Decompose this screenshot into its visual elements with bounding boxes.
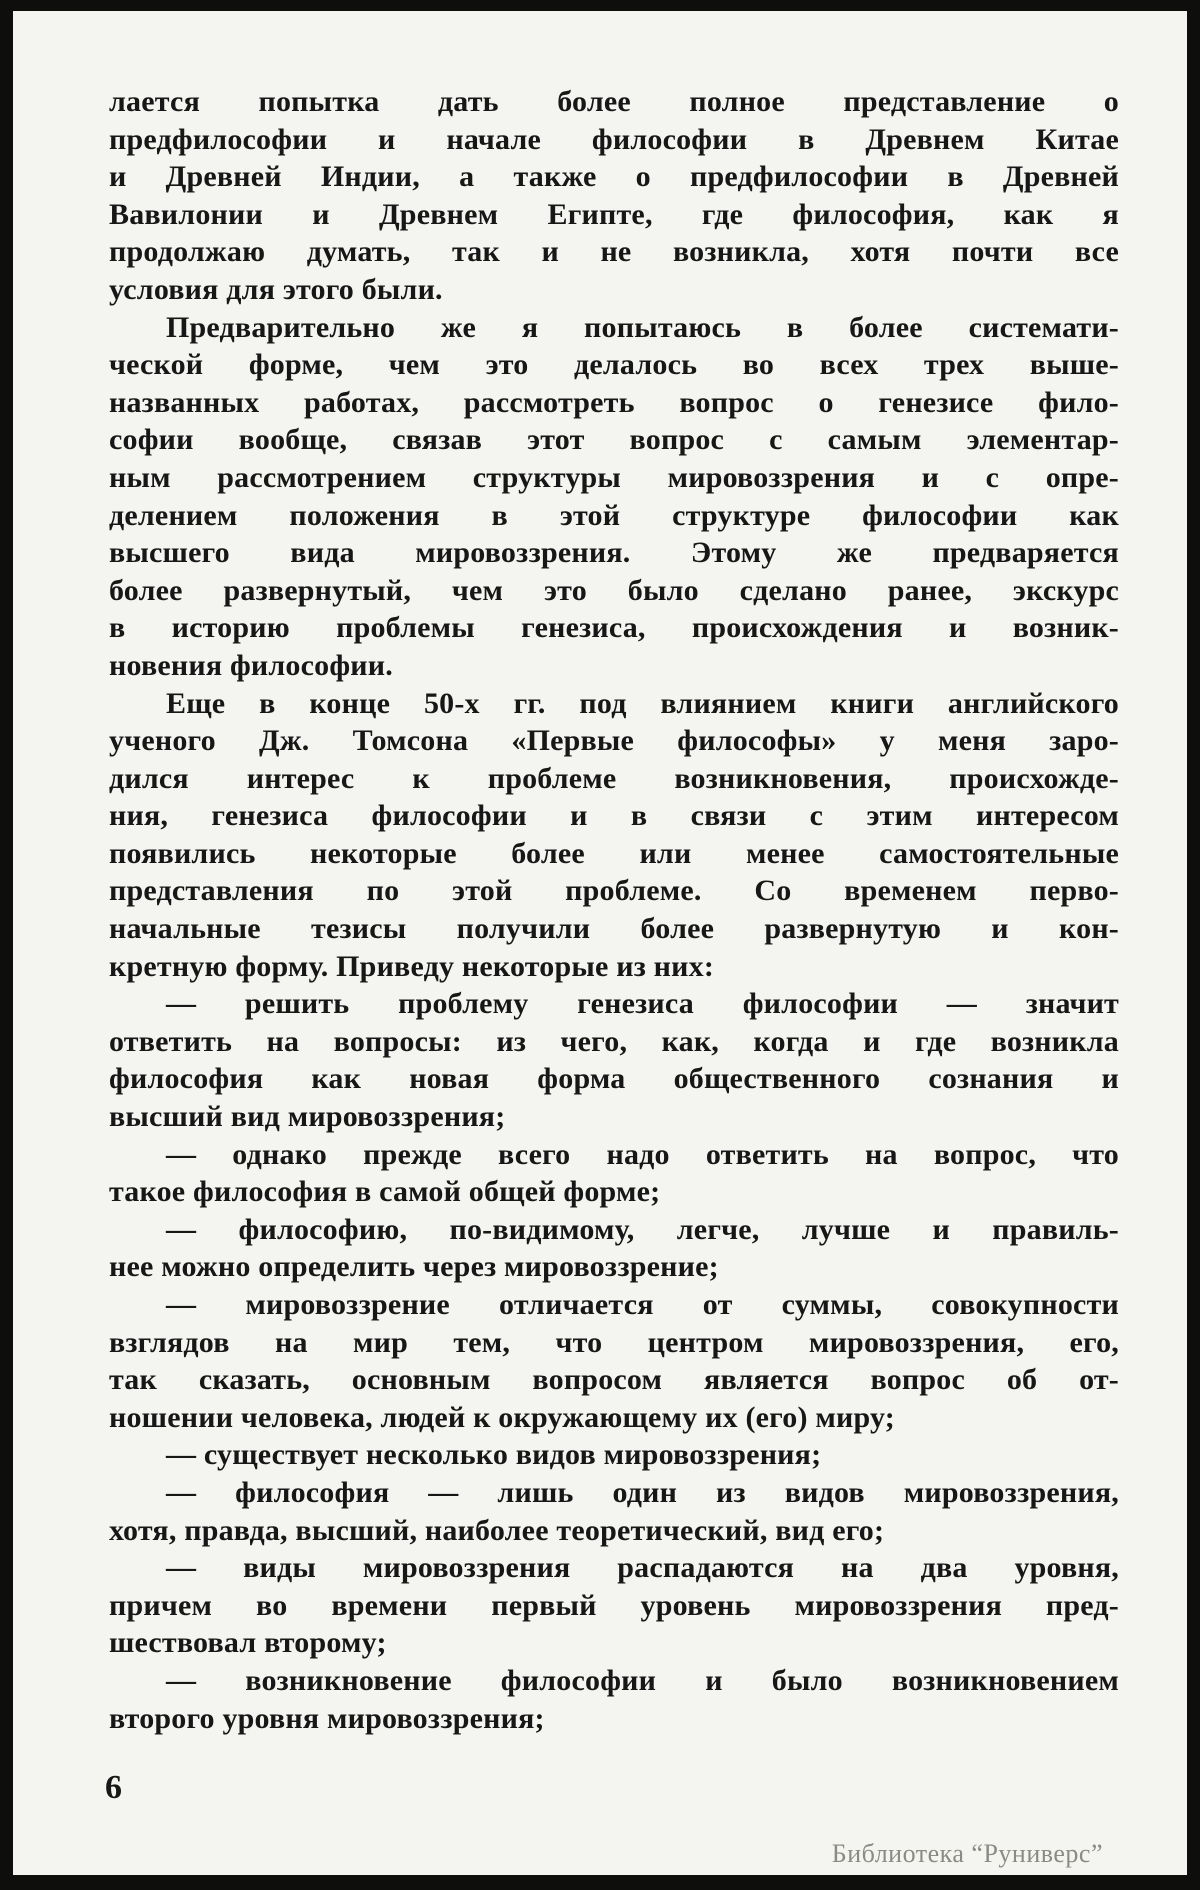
text-line: Предварительно же я попытаюсь в более системати- bbox=[166, 310, 1119, 344]
text-line: софии вообще, связав этот вопрос с самым элементар- bbox=[109, 423, 1119, 457]
text-line: высшего вида мировоззрения. Этому же предваряется bbox=[109, 536, 1119, 570]
library-watermark: Библиотека “Руниверс” bbox=[831, 1839, 1103, 1868]
page-number: 6 bbox=[105, 1769, 122, 1806]
text-line: условия для этого были. bbox=[109, 272, 443, 306]
text-line: в историю проблемы генезиса, происхождения и возник- bbox=[109, 611, 1119, 645]
page-surface bbox=[13, 11, 1187, 1875]
text-line: так сказать, основным вопросом является вопрос об от- bbox=[109, 1363, 1119, 1397]
body-text-block bbox=[109, 83, 1119, 1737]
text-line: взглядов на мир тем, что центром мировоззрения, его, bbox=[109, 1325, 1119, 1359]
text-line: продолжаю думать, так и не возникла, хотя почти все bbox=[109, 235, 1119, 269]
text-line: — виды мировоззрения распадаются на два уровня, bbox=[166, 1551, 1119, 1585]
text-line: — решить проблему генезиса философии — значит bbox=[166, 987, 1119, 1021]
text-line: представления по этой проблеме. Со временем перво- bbox=[109, 874, 1119, 908]
text-line: — мировоззрение отличается от суммы, совокупности bbox=[166, 1288, 1119, 1321]
text-line: причем во времени первый уровень мировоззрения пред- bbox=[109, 1588, 1119, 1622]
text-line: шествовал второму; bbox=[109, 1626, 387, 1660]
text-line: начальные тезисы получили более развернутую и кон- bbox=[109, 912, 1119, 946]
text-line: ношении человека, людей к окружающему их (его) миру; bbox=[109, 1400, 895, 1434]
text-line: ния, генезиса философии и в связи с этим интересом bbox=[109, 799, 1119, 833]
text-line: делением положения в этой структуре философии как bbox=[109, 498, 1119, 532]
text-line: — однако прежде всего надо ответить на вопрос, что bbox=[166, 1137, 1119, 1171]
text-line: более развернутый, чем это было сделано ранее, экскурс bbox=[109, 573, 1119, 607]
text-line: высший вид мировоззрения; bbox=[109, 1100, 506, 1134]
text-line: Еще в конце 50-х гг. под влиянием книги английского bbox=[166, 686, 1119, 720]
text-line: такое философия в самой общей форме; bbox=[109, 1175, 661, 1209]
text-line: ответить на вопросы: из чего, как, когда и где возникла bbox=[109, 1024, 1119, 1058]
text-line: нее можно определить через мировоззрение; bbox=[109, 1250, 719, 1284]
text-line: философия как новая форма общественного сознания и bbox=[109, 1062, 1119, 1096]
text-line: Вавилонии и Древнем Египте, где философия, как я bbox=[109, 197, 1119, 231]
text-line: ученого Дж. Томсона «Первые философы» у меня заро- bbox=[109, 724, 1119, 758]
text-line: появились некоторые более или менее самостоятельные bbox=[109, 836, 1119, 870]
text-line: — возникновение философии и было возникновением bbox=[166, 1663, 1119, 1697]
text-line: — существует несколько видов мировоззрения; bbox=[166, 1438, 822, 1472]
text-line: лается попытка дать более полное представление о bbox=[109, 85, 1119, 118]
text-line: предфилософии и начале философии в Древнем Китае bbox=[109, 122, 1119, 156]
text-line: новения философии. bbox=[109, 648, 393, 682]
text-line: ным рассмотрением структуры мировоззрения и с опре- bbox=[109, 460, 1119, 494]
text-line: хотя, правда, высший, наиболее теоретический, вид его; bbox=[109, 1513, 885, 1547]
text-line: и Древней Индии, а также о предфилософии в Древней bbox=[109, 160, 1119, 194]
text-line: — философию, по-видимому, легче, лучше и правиль- bbox=[166, 1212, 1119, 1246]
text-line: — философия — лишь один из видов мировоззрения, bbox=[166, 1475, 1119, 1509]
text-line: второго уровня мировоззрения; bbox=[109, 1701, 545, 1735]
text-line: кретную форму. Приведу некоторые из них: bbox=[109, 949, 715, 983]
text-line: названных работах, рассмотреть вопрос о генезисе фило- bbox=[109, 385, 1119, 419]
text-line: дился интерес к проблеме возникновения, происхожде- bbox=[109, 761, 1119, 795]
text-line: ческой форме, чем это делалось во всех трех выше- bbox=[109, 348, 1119, 382]
